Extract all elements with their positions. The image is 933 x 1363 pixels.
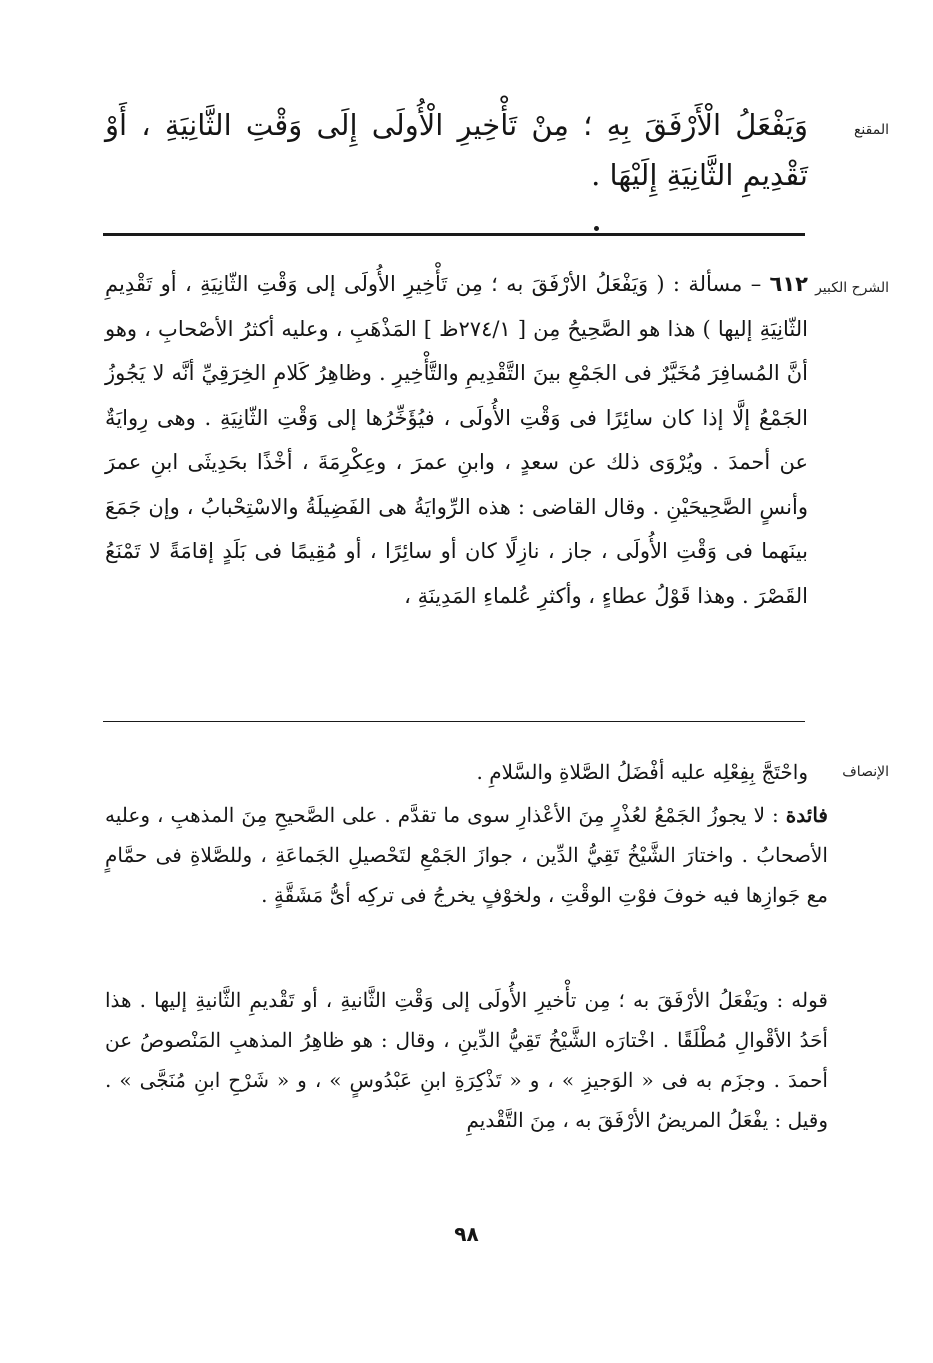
insaf-paragraph-quote: قوله : ويَفْعَلُ الأرْفَقَ به ؛ مِن تأْخيرِ الأُولَى إلى وَقْتِ الثَّانيةِ ، أو تَقْديمِ الثَّانيةِ إليها . هذا أحَدُ الأقْوالِ مُطْلَقًا . اخْتارَه الشَّيْخُ تَقِيُّ الدِّينِ ، وقال : هو ظاهِرُ المذهبِ المَنْصوصُ عن أحمدَ . وجزَم به فى « الوَجيزِ » ، و « تَذْكِرَةِ ابنِ عَبْدُوسٍ » ، و « شَرْحِ ابنِ مُنَجَّى » . وقيل : يفْعَلُ المريضُ الأرْفَقَ به ، مِنَ التَّقْديمِ bbox=[105, 988, 828, 1132]
insaf-first-line: واحْتَجَّ بِفِعْلِه عليه أفْضَلُ الصَّلاةِ والسَّلامِ . bbox=[476, 760, 808, 784]
benefit-text: : لا يجوزُ الجَمْعُ لعُذْرٍ مِنَ الأعْذارِ سوى ما تقدَّم . على الصَّحيحِ مِنَ المذهبِ ، وعليه الأصحابُ . واختارَ الشَّيْخُ تَقِيُّ الدِّين ، جوازَ الجَمْعِ لتَحْصيلِ الجَماعَةِ ، وللصَّلاةِ فى حمَّامٍ مع جَوازِها فيه خوفَ فوْتِ الوقْتِ ، ولخوْفٍ يخرجُ فى تركِه أىُّ مَشَقَّةٍ . bbox=[105, 803, 828, 907]
insaf-paragraph-benefit bbox=[105, 795, 828, 915]
thick-separator bbox=[103, 233, 805, 236]
thin-separator bbox=[103, 721, 805, 722]
sharh-text bbox=[105, 262, 808, 618]
sharh-label: الشرح الكبير bbox=[815, 280, 889, 296]
issue-number: ٦١٢ bbox=[769, 272, 808, 296]
muqni-text: وَيَفْعَلُ الْأَرْفَقَ بِهِ ؛ مِنْ تَأْخِيرِ الْأُولَى إِلَى وَقْتِ الثَّانِيَةِ ، أَوْ تَقْدِيمِ الثَّانِيَةِ إِلَيْهَا . bbox=[105, 108, 808, 192]
sharh-body: – مسألة : ( وَيَفْعَلُ الأرْفَقَ به ؛ مِن تَأْخِيرِ الأُولَى إلى وَقْتِ الثّانِيَةِ ، أو تَقْدِيمِ الثّانِيَةِ إليها ) هذا هو الصَّحِيحُ مِن [ ٢٧٤/١ظ ] المَذْهَبِ ، وعليه أكثرُ الأصْحابِ ، وهو أنَّ المُسافِرَ مُخَيَّرٌ فى الجَمْعِ بينَ التَّقْدِيمِ والتَّأْخِيرِ . وظاهِرُ كَلامِ الخِرَقِيِّ أنَّه لا يَجُوزُ الجَمْعُ إلَّا إذا كان سائِرًا فى وَقْتِ الأُولَى ، فيُؤَخِّرُها إلى وَقْتِ الثّانِيَةِ . وهى رِوايَةٌ عن أحمدَ . ويُرْوَى ذلك عن سعدٍ ، وابنِ عمرَ ، وعِكْرِمَةَ ، أخْذًا بحَدِيثَى ابنِ عمرَ وأنسٍ الصَّحِيحَيْنِ . وقال القاضى : هذه الرِّوايَةُ هى الفَضِيلَةُ والاسْتِحْبابُ ، وإن جَمَعَ بينَهما فى وَقْتِ الأُولَى ، جاز ، نازِلًا كان أو سائِرًا ، أو مُقِيمًا فى بَلَدٍ إقامَةً لا تَمْنَعُ القَصْرَ . وهذا قَوْلُ عطاءٍ ، وأكثرِ عُلماءِ المَدِينَةِ ، bbox=[105, 272, 808, 608]
muqni-label: المقنع bbox=[853, 122, 889, 138]
page-number: ٩٨ bbox=[454, 1222, 479, 1246]
separator-dot bbox=[594, 226, 599, 231]
insaf-label: الإنصاف bbox=[842, 764, 889, 780]
benefit-heading: فائدة bbox=[785, 803, 828, 827]
